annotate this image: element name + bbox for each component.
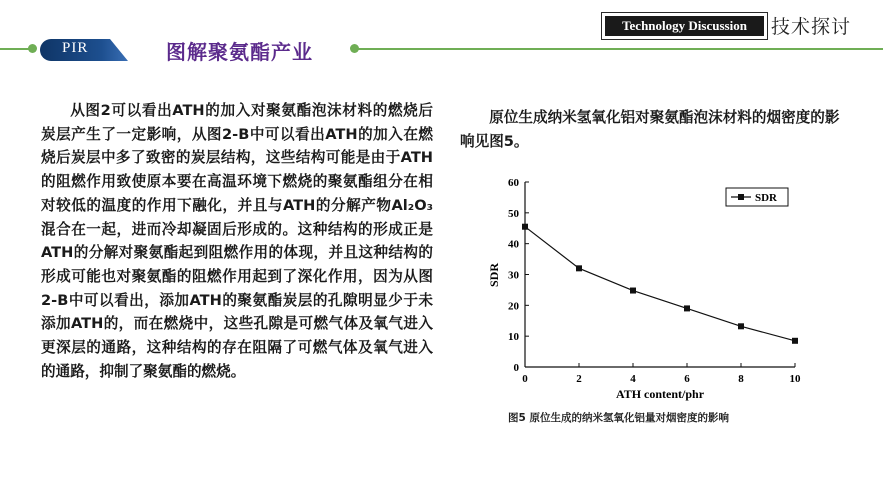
y-tick-label: 0 (513, 362, 519, 374)
x-axis-label: ATH content/phr (615, 387, 705, 401)
x-tick-label: 0 (522, 373, 528, 385)
sdr-chart (480, 170, 820, 405)
y-axis-label: SDR (487, 262, 501, 288)
header-rule-right (355, 48, 883, 50)
section-tag-cn: 技术探讨 (771, 16, 852, 38)
section-tag (601, 12, 768, 40)
x-tick-label: 6 (684, 373, 690, 385)
header-rule-left (0, 48, 30, 50)
y-tick-label: 20 (508, 300, 519, 313)
legend (726, 188, 788, 206)
left-paragraph: 从图2可以看出ATH的加入对聚氨酯泡沫材料的燃烧后炭层产生了一定影响，从图2-B中可以看出ATH的加入在燃烧后炭层中多了致密的炭层结构，这些结构可能是由于ATH的阻燃作用致使原本要在高温环境下燃烧的聚氨酯组分在相对较低的温度的作用下融化，并且与ATH的分解产物Al₂O₃混合在一起，进而冷却凝固后形成的。这种结构的形成正是ATH的分解对聚氨酯起到阻燃作用的体现，并且这种结构的形成可能也对聚氨酯的阻燃作用起到了深化作用，因为从图2-B中可以看出，添加ATH的聚氨酯炭层的孔隙明显少于未添加ATH的，而在燃烧中，这些孔隙是可燃气体及氧气进入更深层的通路，这种结构的存在阻隔了可燃气体及氧气进入的通路，抑制了聚氨酯的燃烧。 (41, 102, 433, 380)
section-tag-en: Technology Discussion (605, 16, 764, 36)
right-intro: 原位生成纳米氢氧化铝对聚氨酯泡沫材料的烟密度的影响见图5。 (460, 109, 840, 150)
x-tick-label: 10 (789, 373, 801, 385)
page-title: 图解聚氨酯产业 (166, 40, 313, 64)
x-tick-label: 2 (576, 373, 582, 385)
legend-label-sdr: SDR (755, 192, 778, 204)
data-point-sdr (738, 323, 744, 329)
figure-caption: 图5 原位生成的纳米氢氧化铝量对烟密度的影响 (508, 412, 729, 424)
data-point-sdr (684, 305, 690, 311)
y-tick-label: 30 (508, 269, 519, 282)
data-point-sdr (792, 338, 798, 344)
x-tick-label: 4 (630, 373, 636, 385)
y-tick-label: 50 (508, 207, 519, 220)
x-tick-label: 8 (738, 373, 744, 385)
header-dot-left (28, 44, 37, 53)
data-point-sdr (576, 265, 582, 271)
header-dot-right (350, 44, 359, 53)
pir-label: PIR (62, 40, 89, 56)
series-line-sdr (525, 227, 795, 341)
data-point-sdr (522, 224, 528, 230)
y-tick-label: 60 (508, 177, 519, 189)
data-point-sdr (630, 288, 636, 294)
y-tick-label: 40 (508, 238, 519, 251)
y-tick-label: 10 (508, 331, 519, 344)
